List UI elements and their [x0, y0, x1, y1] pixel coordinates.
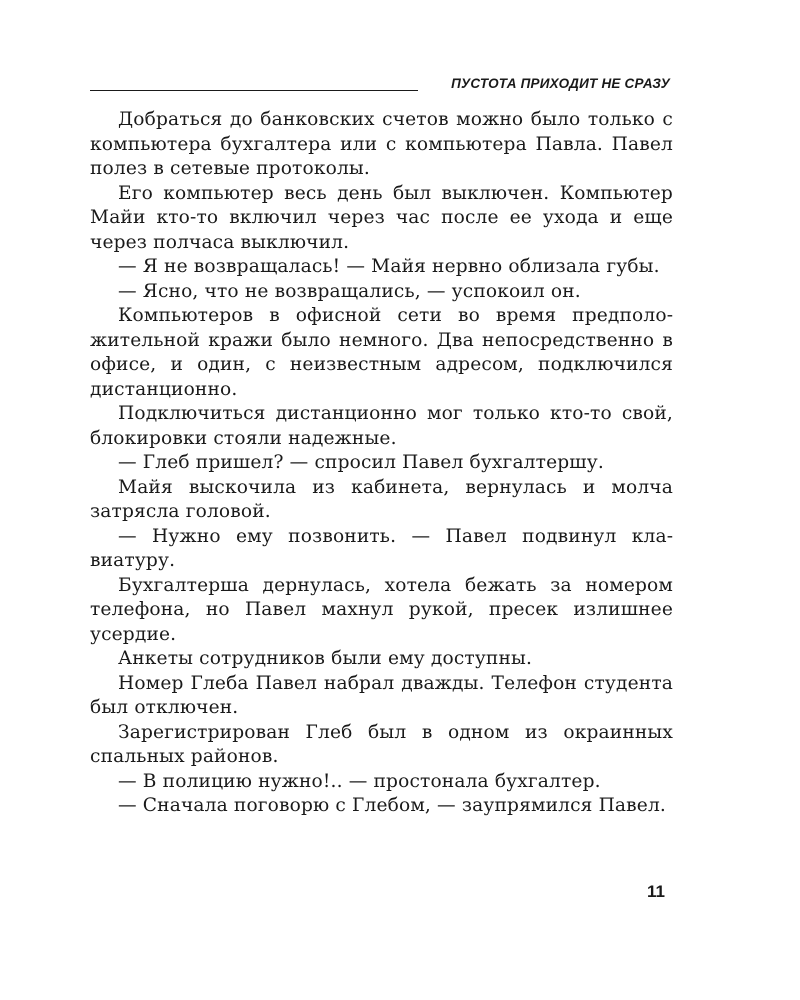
paragraph: Анкеты сотрудников были ему доступны.: [118, 648, 533, 669]
paragraph: Номер Глеба Павел набрал дважды. Телефон студента был отключен.: [90, 672, 673, 718]
paragraph: — Глеб пришел? — спросил Павел бухгалтершу.: [118, 452, 604, 473]
page-number: 11: [647, 882, 665, 901]
paragraph: Компьютеров в офисной сети во время предположительной кражи было немного. Два непосредственно в офисе, и один, с неизвестным адресом, подключился дистанционно.: [90, 305, 673, 400]
paragraph: Его компьютер весь день был выключен. Компьютер Майи кто-то включил через час после ее ухода и еще через полчаса выключил.: [90, 182, 673, 253]
body-text: [90, 108, 673, 819]
paragraph: — Нужно ему позвонить. — Павел подвинул клавиатуру.: [90, 525, 673, 571]
paragraph: — Ясно, что не возвращались, — успокоил он.: [118, 280, 581, 302]
paragraph: Майя выскочила из кабинета, вернулась и молча затрясла головой.: [90, 476, 673, 522]
header-rule: [90, 90, 418, 91]
paragraph: Бухгалтерша дернулась, хотела бежать за номером телефона, но Павел махнул рукой, пресек излишнее усердие.: [90, 574, 673, 645]
paragraph: Подключиться дистанционно мог только кто-то свой, блокировки стояли надежные.: [90, 403, 673, 449]
paragraph: — Я не возвращалась! — Майя нервно облизала губы.: [118, 256, 660, 277]
paragraph: — Сначала поговорю с Глебом, — заупрямился Павел.: [118, 795, 666, 816]
paragraph: Добраться до банковских счетов можно было только с компьютера бухгалтера или с компьютера Павла. Павел полез в сетевые протоколы.: [90, 109, 673, 179]
paragraph: — В полицию нужно!.. — простонала бухгалтер.: [118, 770, 601, 792]
running-head-title: ПУСТОТА ПРИХОДИТ НЕ СРАЗУ: [451, 76, 670, 91]
paragraph: Зарегистрирован Глеб был в одном из окраинных спальных районов.: [90, 721, 673, 767]
